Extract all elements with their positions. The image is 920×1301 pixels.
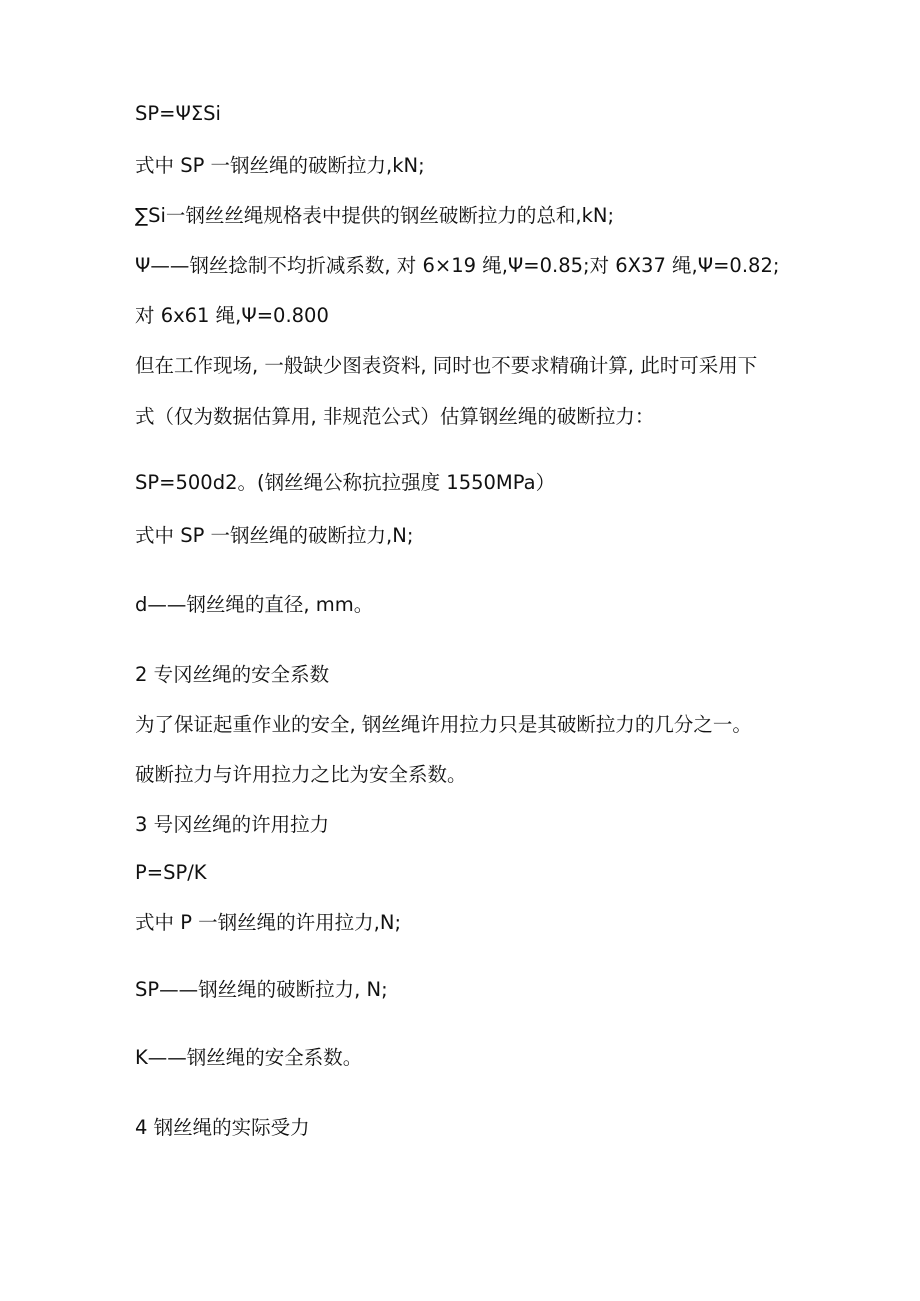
definition-k: K——钢丝绳的安全系数。 (135, 1046, 363, 1069)
paragraph-field-estimate-continued: 式（仅为数据估算用, 非规范公式）估算钢丝绳的破断拉力： (135, 405, 655, 428)
section-heading-safety-factor: 2 专冈丝绳的安全系数 (135, 663, 330, 686)
definition-sp-kn: 式中 SP 一钢丝绳的破断拉力,kN; (135, 154, 425, 177)
formula-breaking-force: SP=ΨΣSi (135, 102, 221, 125)
paragraph-safety: 为了保证起重作业的安全, 钢丝绳许用拉力只是其破断拉力的几分之一。 (135, 713, 752, 736)
paragraph-field-estimate: 但在工作现场, 一般缺少图表资料, 同时也不要求精确计算, 此时可采用下 (135, 354, 758, 377)
section-heading-allowable-tension: 3 号冈丝绳的许用拉力 (135, 813, 330, 836)
section-heading-actual-force: 4 钢丝绳的实际受力 (135, 1116, 310, 1139)
definition-sp: SP——钢丝绳的破断拉力, N; (135, 978, 388, 1001)
definition-sum-si: ∑Si一钢丝丝绳规格表中提供的钢丝破断拉力的总和,kN; (135, 204, 615, 227)
definition-sp-n: 式中 SP 一钢丝绳的破断拉力,N; (135, 524, 414, 547)
definition-diameter: d——钢丝绳的直径, mm。 (135, 593, 374, 616)
formula-estimate: SP=500d2。(钢丝绳公称抗拉强度 1550MPa） (135, 471, 556, 494)
definition-p: 式中 P 一钢丝绳的许用拉力,N; (135, 911, 402, 934)
paragraph-safety-ratio: 破断拉力与许用拉力之比为安全系数。 (135, 763, 467, 786)
definition-psi: Ψ——钢丝捻制不均折减系数, 对 6×19 绳,Ψ=0.85;对 6X37 绳,Ψ=0.82; (135, 254, 780, 277)
definition-psi-continued: 对 6x61 绳,Ψ=0.800 (135, 304, 329, 327)
formula-allowable-tension: P=SP/K (135, 861, 207, 884)
